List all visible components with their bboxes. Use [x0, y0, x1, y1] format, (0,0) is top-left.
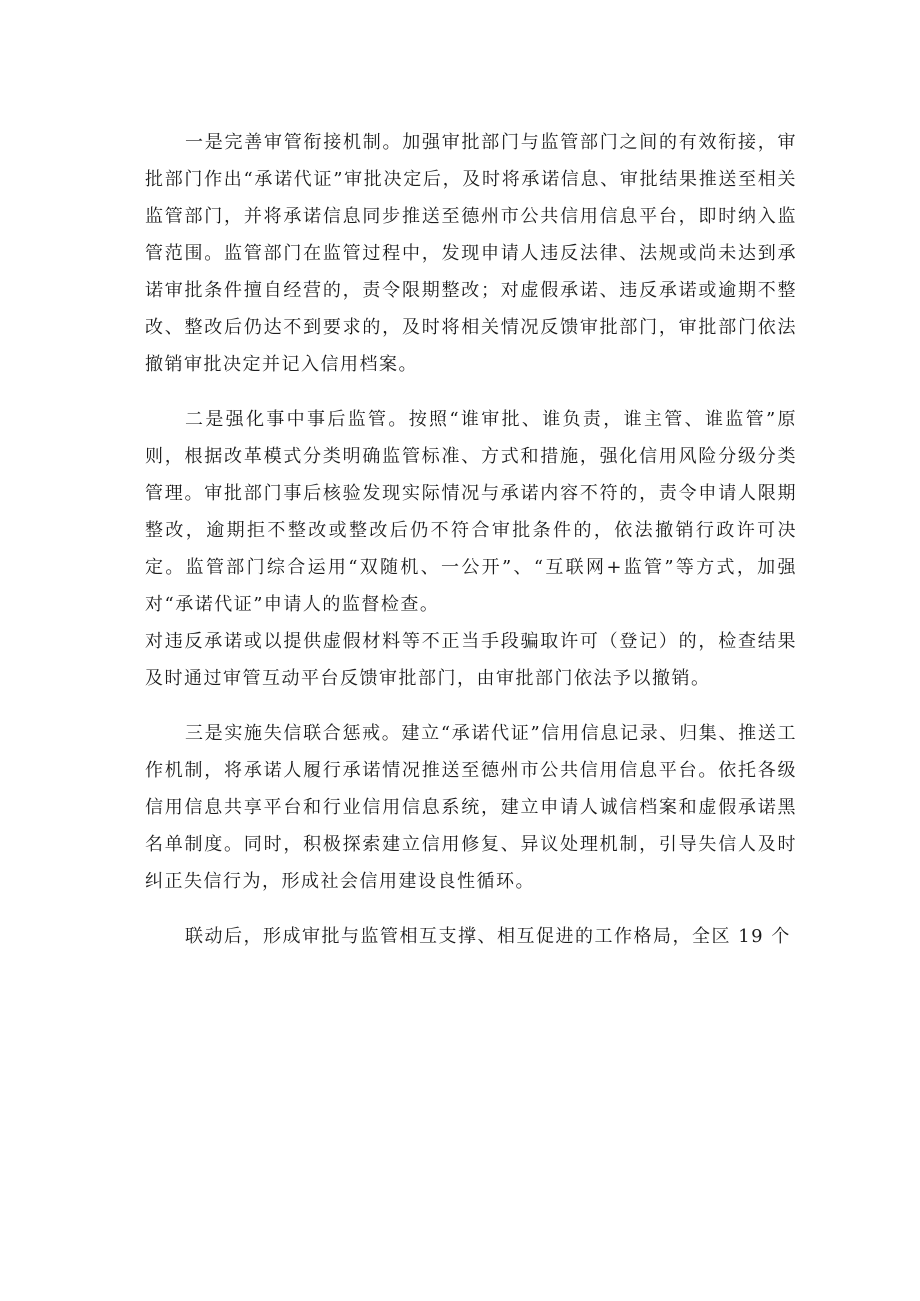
paragraph-joint-punishment: 三是实施失信联合惩戒。建立“承诺代证”信用信息记录、归集、推送工作机制，将承诺人履行承诺情况推送至德州市公共信用信息平台。依托各级信用信息共享平台和行业信用信息系统，建立申请人诚信档案和虚假承诺黑名单制度。同时，积极探索建立信用修复、异议处理机制，引导失信人及时纠正失信行为，形成社会信用建设良性循环。 — [145, 723, 797, 892]
paragraph-supervision-linkage: 一是完善审管衔接机制。加强审批部门与监管部门之间的有效衔接，审批部门作出“承诺代证”审批决定后，及时将承诺信息、审批结果推送至相关监管部门，并将承诺信息同步推送至德州市公共信用信息平台，即时纳入监管范围。监管部门在监管过程中，发现申请人违反法律、法规或尚未达到承诺审批条件擅自经营的，责令限期整改；对虚假承诺、违反承诺或逾期不整改、整改后仍达不到要求的，及时将相关情况反馈审批部门，审批部门依法撤销审批决定并记入信用档案。 — [145, 132, 797, 375]
paragraph-revocation: 对违反承诺或以提供虚假材料等不正当手段骗取许可（登记）的，检查结果及时通过审管互动平台反馈审批部门，由审批部门依法予以撤销。 — [145, 631, 797, 689]
document-body — [145, 124, 797, 955]
paragraph-post-supervision: 二是强化事中事后监管。按照“谁审批、谁负责，谁主管、谁监管”原则，根据改革模式分类明确监管标准、方式和措施，强化信用风险分级分类管理。审批部门事后核验发现实际情况与承诺内容不符的，责令申请人限期整改，逾期拒不整改或整改后仍不符合审批条件的，依法撤销行政许可决定。监管部门综合运用“双随机、一公开”、“互联网+监管”等方式，加强对“承诺代证”申请人的监督检查。 — [145, 409, 797, 615]
paragraph-linkage-result: 联动后，形成审批与监管相互支撑、相互促进的工作格局，全区 19 个 — [185, 926, 791, 947]
